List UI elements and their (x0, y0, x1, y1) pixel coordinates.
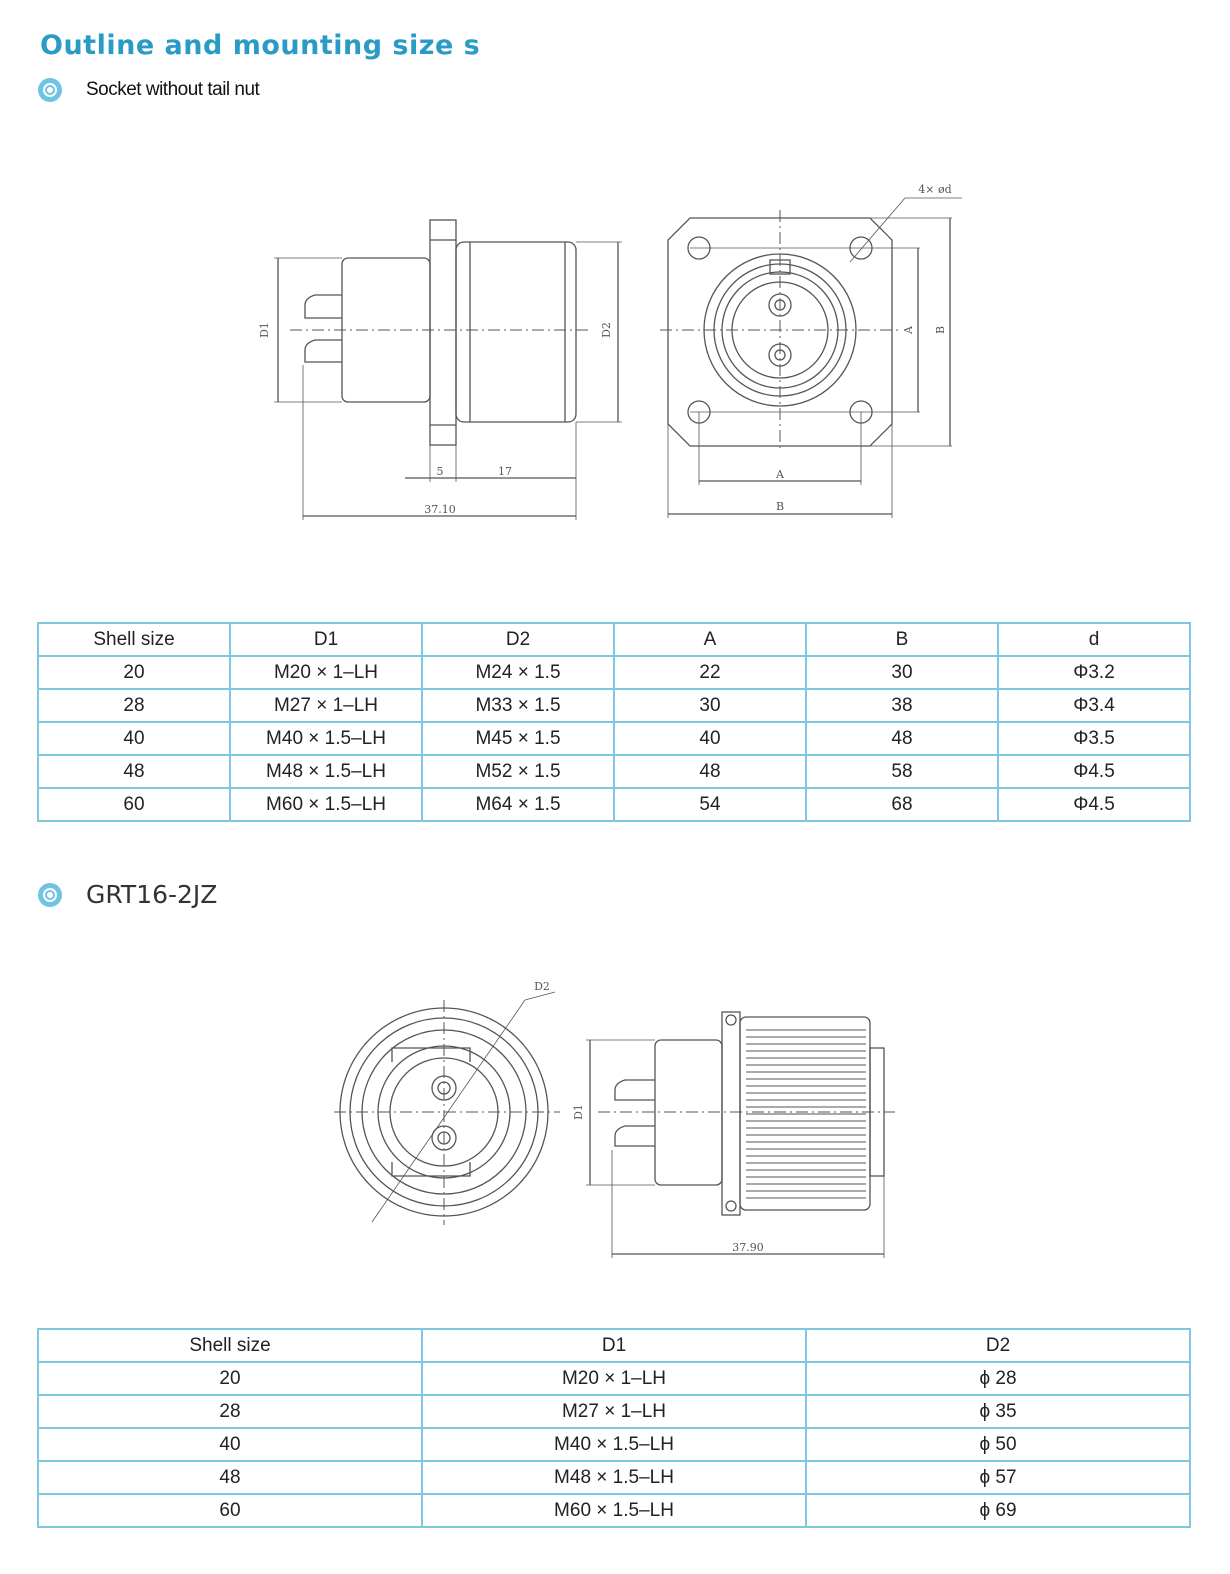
section-grt16-label: GRT16-2JZ (86, 880, 218, 909)
page-title: Outline and mounting size s (40, 30, 481, 61)
table-row (38, 1362, 1190, 1395)
table-cell: Φ3.2 (998, 656, 1190, 689)
table-cell: ϕ 69 (806, 1494, 1190, 1527)
table-row (38, 755, 1190, 788)
table-cell: 48 (806, 722, 998, 755)
table-header-cell: B (806, 623, 998, 656)
table-cell: Φ4.5 (998, 755, 1190, 788)
table-header-cell: D1 (422, 1329, 806, 1362)
table-cell: ϕ 57 (806, 1461, 1190, 1494)
table-cell: 28 (38, 689, 230, 722)
table-cell: 28 (38, 1395, 422, 1428)
dim-b-vertical-label: B (934, 325, 947, 335)
table-cell: M33 × 1.5 (422, 689, 614, 722)
dim-total-label: 37.10 (424, 503, 456, 516)
table-cell: 40 (38, 722, 230, 755)
table-cell: ϕ 35 (806, 1395, 1190, 1428)
table-cell: 20 (38, 1362, 422, 1395)
table-cell: 40 (614, 722, 806, 755)
dim-b-horizontal-label: B (775, 500, 785, 513)
table-header-cell: A (614, 623, 806, 656)
holes-label: 4× ød (918, 183, 952, 196)
table-header-cell: D2 (806, 1329, 1190, 1362)
table-cell: M52 × 1.5 (422, 755, 614, 788)
table-cell: 20 (38, 656, 230, 689)
table-header-cell: d (998, 623, 1190, 656)
table-cell: 48 (38, 1461, 422, 1494)
table-cell: ϕ 28 (806, 1362, 1190, 1395)
table-cell: M24 × 1.5 (422, 656, 614, 689)
table-cell: M20 × 1–LH (422, 1362, 806, 1395)
knurl-lines (746, 1030, 866, 1198)
table-cell: 30 (806, 656, 998, 689)
table-cell: ϕ 50 (806, 1428, 1190, 1461)
dim-a-vertical-label: A (902, 326, 915, 334)
dim-5-label: 5 (436, 465, 444, 478)
table-cell: M40 × 1.5–LH (230, 722, 422, 755)
table-row (38, 689, 1190, 722)
table-cell: 30 (614, 689, 806, 722)
target-bullet-icon (38, 883, 62, 907)
table-cell: 68 (806, 788, 998, 821)
table-cell: 60 (38, 788, 230, 821)
socket-front-view (660, 198, 962, 518)
table-row (38, 1461, 1190, 1494)
table-cell: M40 × 1.5–LH (422, 1428, 806, 1461)
table-row (38, 722, 1190, 755)
table-cell: M27 × 1–LH (230, 689, 422, 722)
spec-table-socket (37, 622, 1191, 822)
table-cell: Φ3.5 (998, 722, 1190, 755)
table-row (38, 1494, 1190, 1527)
table-header-row (38, 1329, 1190, 1362)
table-cell: 38 (806, 689, 998, 722)
table-cell: M20 × 1–LH (230, 656, 422, 689)
table-row (38, 656, 1190, 689)
section-grt16-header (38, 880, 217, 909)
dim-d1-label-2: D1 (572, 1104, 585, 1120)
grt16-front-view (334, 992, 560, 1225)
table-row (38, 788, 1190, 821)
table-cell: M64 × 1.5 (422, 788, 614, 821)
table-cell: 40 (38, 1428, 422, 1461)
socket-side-view (274, 220, 622, 520)
table-cell: 60 (38, 1494, 422, 1527)
table-cell: 22 (614, 656, 806, 689)
table-row (38, 1395, 1190, 1428)
table-cell: Φ3.4 (998, 689, 1190, 722)
table-cell: M48 × 1.5–LH (422, 1461, 806, 1494)
table-header-cell: D2 (422, 623, 614, 656)
dim-d2-label-2: D2 (534, 980, 550, 993)
table-cell: M27 × 1–LH (422, 1395, 806, 1428)
table-header-cell: Shell size (38, 1329, 422, 1362)
table-cell: 58 (806, 755, 998, 788)
table-header-cell: D1 (230, 623, 422, 656)
dim-d1-label: D1 (258, 322, 271, 338)
table-cell: M48 × 1.5–LH (230, 755, 422, 788)
table-cell: M60 × 1.5–LH (230, 788, 422, 821)
table-cell: Φ4.5 (998, 788, 1190, 821)
table-cell: M60 × 1.5–LH (422, 1494, 806, 1527)
spec-table-grt16 (37, 1328, 1191, 1528)
table-cell: 54 (614, 788, 806, 821)
table-header-cell: Shell size (38, 623, 230, 656)
table-cell: 48 (38, 755, 230, 788)
table-header-row (38, 623, 1190, 656)
dim-a-horizontal-label: A (776, 468, 784, 481)
table-cell: 48 (614, 755, 806, 788)
section-socket-label: Socket without tail nut (86, 79, 260, 100)
table-row (38, 1428, 1190, 1461)
dim-d2-label: D2 (600, 322, 613, 338)
dim-17-label: 17 (498, 465, 512, 478)
table-cell: M45 × 1.5 (422, 722, 614, 755)
dim-total-label-2: 37.90 (732, 1241, 764, 1254)
